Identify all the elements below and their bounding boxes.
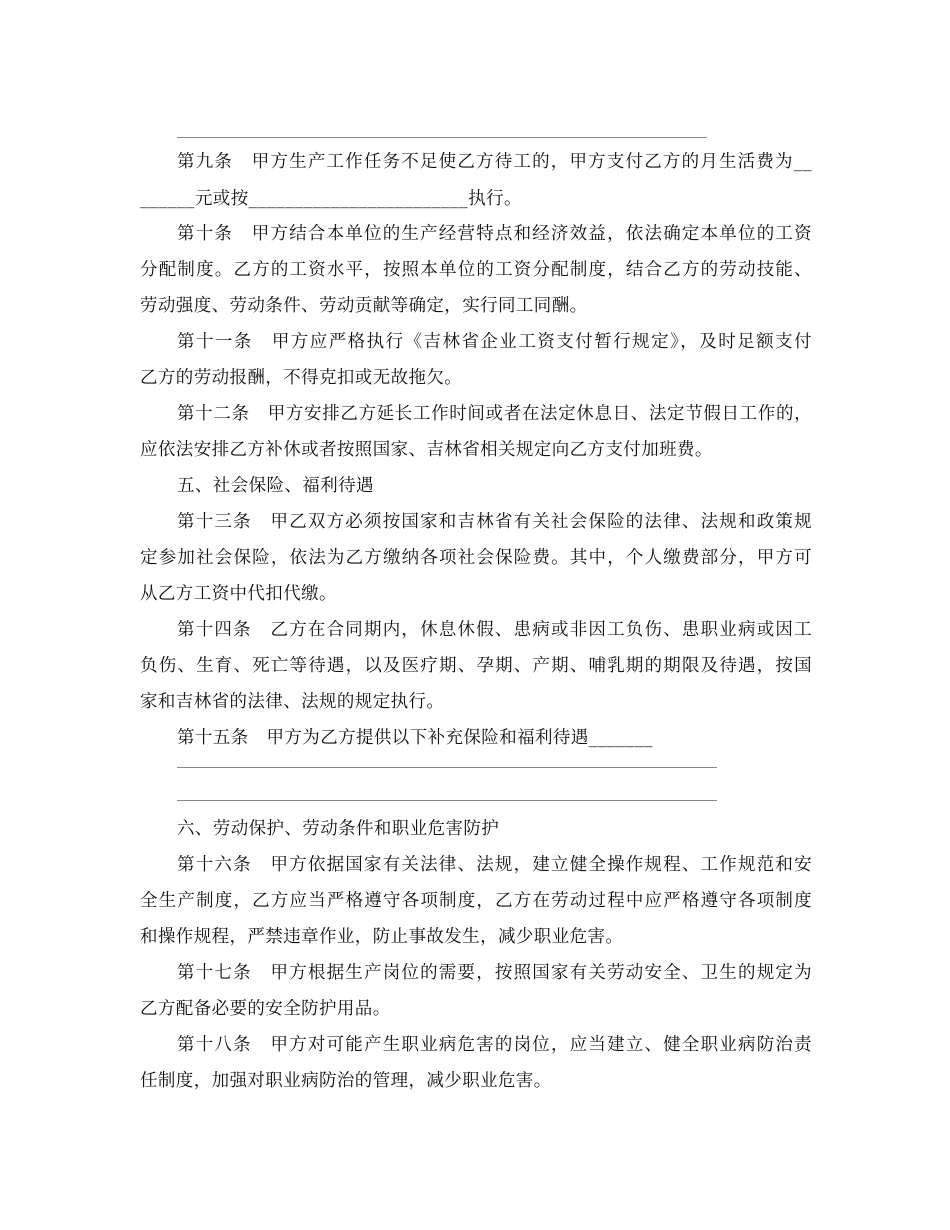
article-11-line-2: 乙方的劳动报酬，不得克扣或无故拖欠。 <box>140 368 463 388</box>
article-14-line-3: 家和吉林省的法律、法规的规定执行。 <box>140 692 445 712</box>
article-17-line-1: 第十七条 甲方根据生产岗位的需要，按照国家有关劳动安全、卫生的规定为 <box>177 963 812 983</box>
article-9-line-1: 第九条 甲方生产工作任务不足使乙方待工的，甲方支付乙方的月生活费为__ <box>177 152 812 172</box>
article-16-line-2: 全生产制度，乙方应当严格遵守各项制度，乙方在劳动过程中应严格遵守各项制度 <box>140 891 812 911</box>
article-16-line-1: 第十六条 甲方依据国家有关法律、法规，建立健全操作规程、工作规范和安 <box>177 855 812 875</box>
article-16-line-3: 和操作规程，严禁违章作业，防止事故发生，减少职业危害。 <box>140 927 624 947</box>
article-17-line-2: 乙方配备必要的安全防护用品。 <box>140 999 391 1019</box>
article-10-line-2: 分配制度。乙方的工资水平，按照本单位的工资分配制度，结合乙方的劳动技能、 <box>140 260 812 280</box>
section-5-heading: 五、社会保险、福利待遇 <box>177 476 374 496</box>
article-15-line-1: 第十五条 甲方为乙方提供以下补充保险和福利待遇_______ <box>177 728 653 748</box>
article-18-line-1: 第十八条 甲方对可能产生职业病危害的岗位，应当建立、健全职业病防治责 <box>177 1035 812 1055</box>
blank-fill-line-top <box>177 137 707 138</box>
article-13-line-1: 第十三条 甲乙双方必须按国家和吉林省有关社会保险的法律、法规和政策规 <box>177 512 812 532</box>
article-12-line-1: 第十二条 甲方安排乙方延长工作时间或者在法定休息日、法定节假日工作的， <box>177 404 812 424</box>
article-13-line-3: 从乙方工资中代扣代缴。 <box>140 584 337 604</box>
article-18-line-2: 任制度，加强对职业病防治的管理，减少职业危害。 <box>140 1071 552 1091</box>
article-14-line-1: 第十四条 乙方在合同期内，休息休假、患病或非因工负伤、患职业病或因工 <box>177 620 812 640</box>
article-14-line-2: 负伤、生育、死亡等待遇，以及医疗期、孕期、产期、哺乳期的期限及待遇，按国 <box>140 656 812 676</box>
blank-fill-line-1 <box>177 767 717 768</box>
article-12-line-2: 应依法安排乙方补休或者按照国家、吉林省相关规定向乙方支付加班费。 <box>140 440 713 460</box>
section-6-heading: 六、劳动保护、劳动条件和职业危害防护 <box>177 819 500 839</box>
blank-fill-line-2 <box>177 800 717 801</box>
article-9-line-2: ______元或按________________________执行。 <box>140 189 522 209</box>
article-10-line-1: 第十条 甲方结合本单位的生产经营特点和经济效益，依法确定本单位的工资 <box>177 224 812 244</box>
article-11-line-1: 第十一条 甲方应严格执行《吉林省企业工资支付暂行规定》，及时足额支付 <box>177 332 812 352</box>
article-13-line-2: 定参加社会保险，依法为乙方缴纳各项社会保险费。其中，个人缴费部分，甲方可 <box>140 548 812 568</box>
article-10-line-3: 劳动强度、劳动条件、劳动贡献等确定，实行同工同酬。 <box>140 296 588 316</box>
